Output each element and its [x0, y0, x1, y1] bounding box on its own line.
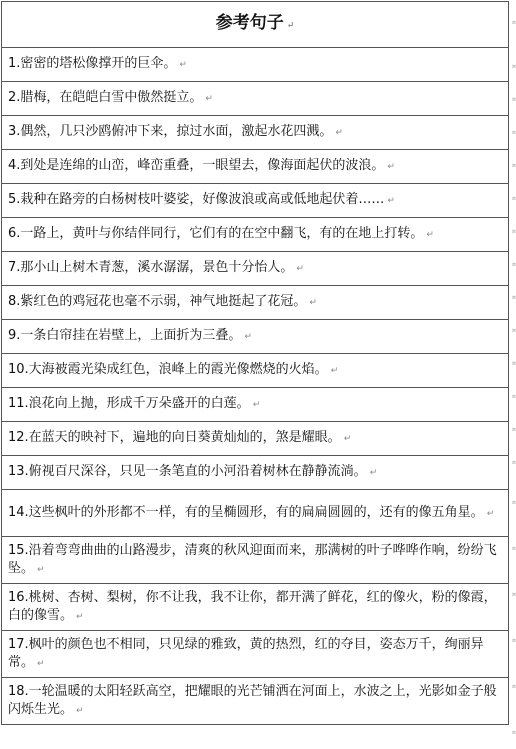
- sentence-text: 7.那小山上树木青葱，溪水潺潺，景色十分怡人。: [8, 260, 294, 275]
- table-row: [2, 631, 509, 678]
- row-end-mark-icon: ¤: [512, 162, 516, 169]
- sentence-cell: [2, 184, 509, 218]
- sentence-text: 4.到处是连绵的山峦，峰峦重叠，一眼望去，像海面起伏的波浪。: [8, 158, 385, 173]
- sentence-cell: [2, 286, 509, 320]
- table-row: [2, 82, 509, 116]
- table-row: [2, 456, 509, 490]
- row-end-mark-icon: ¤: [512, 591, 516, 598]
- sentence-cell: [2, 218, 509, 252]
- paragraph-mark-icon: ↵: [387, 196, 395, 206]
- paragraph-mark-icon: ↵: [309, 298, 317, 308]
- sentence-cell: [2, 678, 509, 725]
- row-end-mark-icon: ¤: [512, 393, 516, 400]
- paragraph-mark-icon: ↵: [330, 366, 339, 376]
- sentence-text: 11.浪花向上抛，形成千万朵盛开的白莲。: [8, 396, 250, 411]
- sentence-cell: [2, 116, 509, 150]
- paragraph-mark-icon: ↵: [335, 128, 343, 138]
- table-row: [2, 678, 509, 725]
- paragraph-mark-icon: ↵: [286, 21, 295, 31]
- row-end-mark-icon: ¤: [512, 683, 516, 690]
- sentence-table: [1, 1, 509, 725]
- sentence-cell: [2, 456, 509, 490]
- sentence-text: 2.腊梅，在皑皑白雪中傲然挺立。: [8, 90, 203, 105]
- table-row: [2, 537, 509, 584]
- table-row: [2, 388, 509, 422]
- sentence-cell: [2, 82, 509, 116]
- row-end-mark-icon: ¤: [512, 459, 516, 466]
- row-end-mark-icon: ¤: [512, 729, 516, 736]
- paragraph-mark-icon: ↵: [252, 400, 261, 410]
- sentence-cell: [2, 150, 509, 184]
- row-end-mark-icon: ¤: [512, 261, 516, 268]
- paragraph-mark-icon: ↵: [426, 230, 434, 240]
- sentence-cell: [2, 584, 509, 631]
- paragraph-mark-icon: ↵: [369, 468, 378, 478]
- sentence-text: 14.这些枫叶的外形都不一样，有的呈椭圆形，有的扁扁圆圆的，还有的像五角星。: [8, 504, 484, 520]
- sentence-cell: [2, 537, 509, 584]
- title-text: 参考句子: [215, 13, 284, 33]
- row-end-mark-icon: ¤: [512, 360, 516, 367]
- paragraph-mark-icon: ↵: [244, 332, 252, 342]
- sentence-text: 10.大海被霞光染成红色，浪峰上的霞光像燃烧的火焰。: [8, 362, 328, 377]
- sentence-cell: [2, 48, 509, 82]
- paragraph-mark-icon: ↵: [179, 60, 187, 70]
- paragraph-mark-icon: ↵: [205, 94, 213, 104]
- sentence-cell: [2, 631, 509, 678]
- row-end-mark-icon: ¤: [512, 129, 516, 136]
- table-row: [2, 48, 509, 82]
- sentence-cell: [2, 320, 509, 354]
- paragraph-mark-icon: ↵: [37, 564, 45, 575]
- sentence-cell: [2, 388, 509, 422]
- sentence-cell: [2, 422, 509, 456]
- paragraph-mark-icon: ↵: [76, 705, 84, 716]
- row-end-mark-icon: ¤: [512, 545, 516, 552]
- sentence-cell: [2, 490, 509, 537]
- sentence-text: 16.桃树、杏树、梨树，你不让我，我不让你，都开满了鲜花，红的像火，粉的像霞，白的像雪。: [8, 589, 497, 623]
- row-end-mark-icon: ¤: [512, 96, 516, 103]
- table-row: [2, 150, 509, 184]
- row-end-mark-icon: ¤: [512, 499, 516, 506]
- table-row: [2, 354, 509, 388]
- table-row: [2, 320, 509, 354]
- paragraph-mark-icon: ↵: [37, 658, 45, 669]
- row-end-mark-icon: ¤: [512, 63, 516, 70]
- sentence-text: 3.偶然，几只沙鸥俯冲下来，掠过水面，激起水花四溅。: [8, 124, 333, 139]
- row-end-mark-icon: ¤: [512, 294, 516, 301]
- table-row: [2, 584, 509, 631]
- sentence-text: 13.俯视百尺深谷，只见一条笔直的小河沿着树林在静静流淌。: [8, 464, 367, 479]
- row-end-mark-icon: ¤: [512, 228, 516, 235]
- table-row: [2, 286, 509, 320]
- sentence-text: 17.枫叶的颜色也不相同，只见绿的雅致，黄的热烈，红的夺目，姿态万千，绚丽异常。: [8, 636, 484, 670]
- paragraph-mark-icon: ↵: [387, 162, 395, 172]
- table-row: [2, 184, 509, 218]
- table-row: [2, 252, 509, 286]
- table-row: [2, 490, 509, 537]
- row-end-marks: [512, 1, 516, 749]
- sentence-cell: [2, 252, 509, 286]
- paragraph-mark-icon: ↵: [76, 611, 84, 622]
- table-row: [2, 116, 509, 150]
- row-end-mark-icon: ¤: [512, 426, 516, 433]
- table-row: [2, 422, 509, 456]
- paragraph-mark-icon: ↵: [486, 508, 495, 519]
- table-row: [2, 218, 509, 252]
- row-end-mark-icon: ¤: [512, 327, 516, 334]
- sentence-text: 15.沿着弯弯曲曲的山路漫步，清爽的秋风迎面而来，那满树的叶子哗哗作响，纷纷飞坠。: [8, 542, 497, 576]
- sentence-text: 6.一路上，黄叶与你结伴同行，它们有的在空中翻飞，有的在地上打转。: [8, 226, 424, 241]
- paragraph-mark-icon: ↵: [296, 264, 304, 274]
- sentence-text: 9.一条白帘挂在岩壁上，上面折为三叠。: [8, 328, 242, 343]
- row-end-mark-icon: ¤: [512, 637, 516, 644]
- page-title: [2, 2, 509, 48]
- paragraph-mark-icon: ↵: [343, 434, 352, 444]
- sentence-text: 18.一轮温暖的太阳轻跃高空，把耀眼的光芒铺洒在河面上，水波之上，光影如金子般闪烁生光。: [8, 683, 497, 717]
- title-row: [2, 2, 509, 48]
- sentence-text: 5.栽种在路旁的白杨树枝叶婆娑，好像波浪或高或低地起伏着……: [8, 192, 385, 207]
- row-end-mark-icon: ¤: [512, 195, 516, 202]
- sentence-cell: [2, 354, 509, 388]
- sentence-text: 8.紫红色的鸡冠花也毫不示弱，神气地挺起了花冠。: [8, 294, 307, 309]
- sentence-text: 12.在蓝天的映衬下，遍地的向日葵黄灿灿的，煞是耀眼。: [8, 430, 341, 445]
- row-end-mark-icon: ¤: [512, 19, 516, 26]
- sentence-text: 1.密密的塔松像撑开的巨伞。: [8, 56, 177, 71]
